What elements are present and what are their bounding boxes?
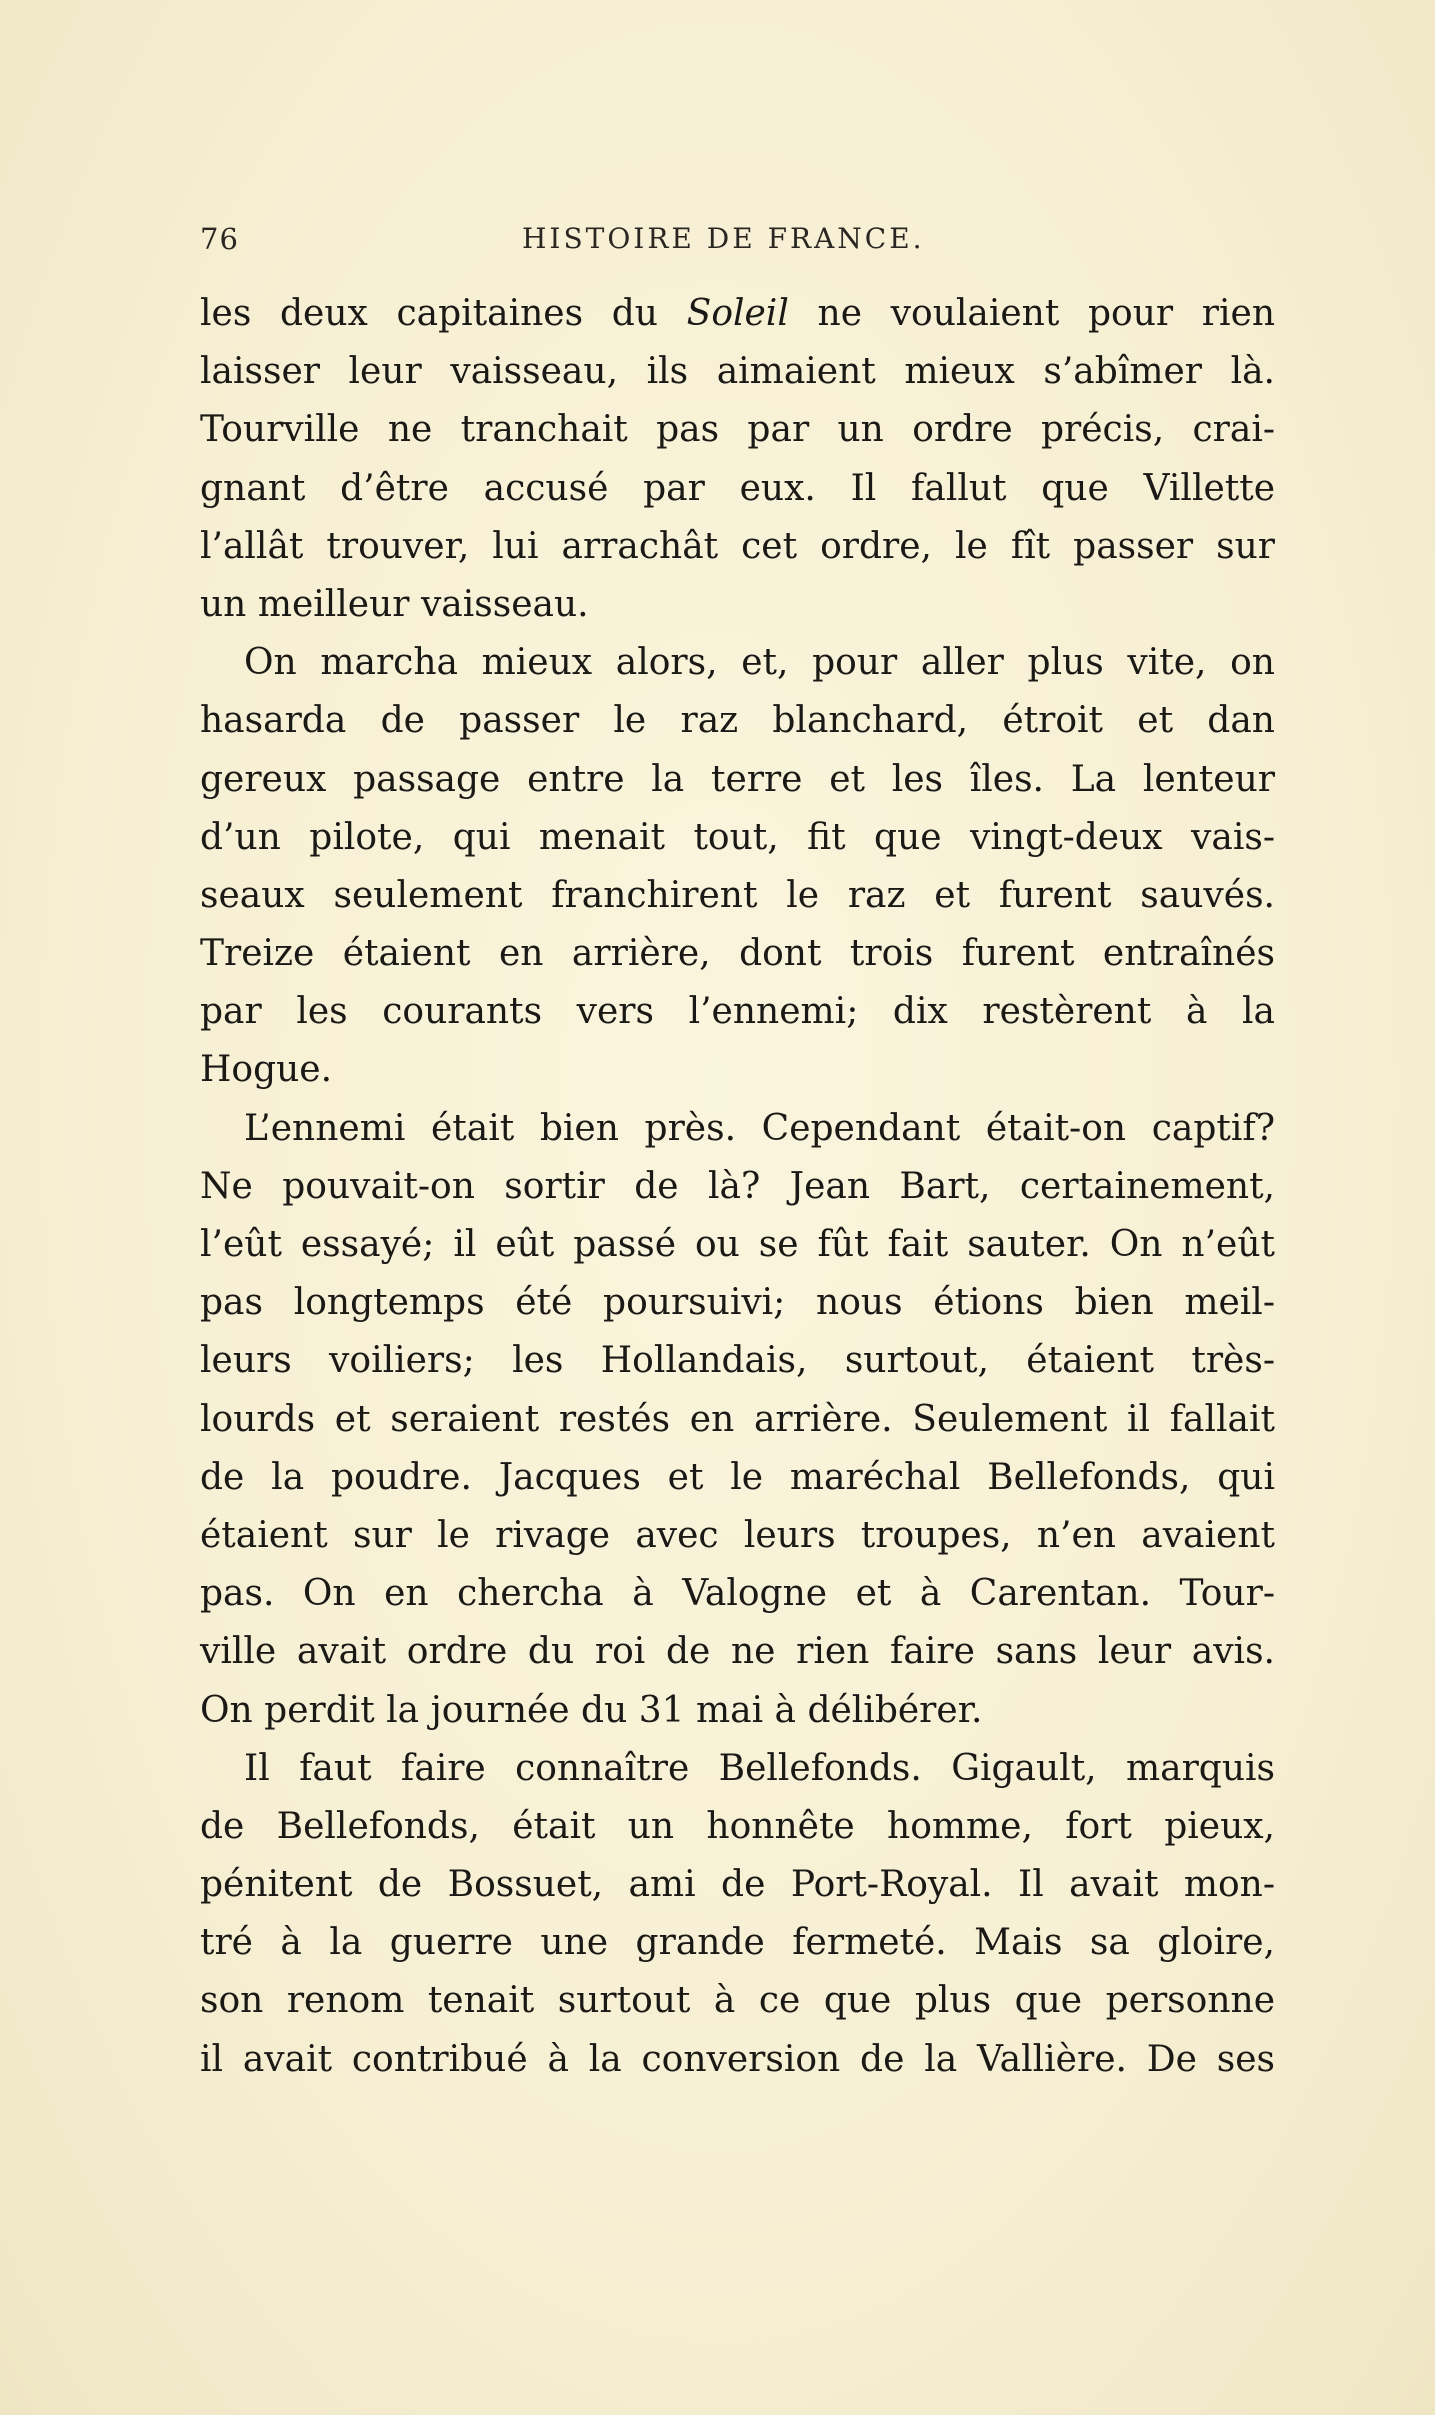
text-line: pas longtemps été poursuivi; nous étions bien meil- [200,1282,1275,1324]
text-line: pénitent de Bossuet, ami de Port-Royal. Il avait mon- [200,1864,1275,1906]
text-line: lourds et seraient restés en arrière. Seulement il fallait [200,1398,1275,1440]
page-number: 76 [200,222,239,256]
text-line: l’eût essayé; il eût passé ou se fût fait sauter. On n’eût [200,1224,1275,1265]
text-line: un meilleur vaisseau. [200,583,589,625]
text-line: leurs voiliers; les Hollandais, surtout, étaient très- [200,1340,1275,1382]
text-line: les deux capitaines du Soleil ne voulaient pour rien [200,293,1275,334]
text-line: gnant d’être accusé par eux. Il fallut que Villette [200,467,1275,509]
text-line: pas. On en chercha à Valogne et à Carentan. Tour- [200,1573,1275,1615]
text-line: d’un pilote, qui menait tout, fit que vingt-deux vais- [200,816,1275,858]
paragraph-start: Il faut faire connaître Bellefonds. Gigault, marquis [244,1747,1275,1789]
text-line: étaient sur le rivage avec leurs troupes, n’en avaient [200,1514,1275,1556]
running-title: HISTOIRE DE FRANCE. [522,222,925,255]
text-line: gereux passage entre la terre et les îles. La lenteur [200,758,1275,800]
paragraph-start: L’ennemi était bien près. Cependant était-on captif? [244,1107,1275,1149]
text-line: Tourville ne tranchait pas par un ordre précis, crai- [200,409,1275,451]
running-head [200,222,1275,262]
body-text [200,285,1275,2089]
text-line: Hogue. [200,1049,333,1091]
text-line: ville avait ordre du roi de ne rien faire sans leur avis. [200,1631,1275,1673]
text-line: de Bellefonds, était un honnête homme, fort pieux, [200,1805,1275,1847]
text-line: laisser leur vaisseau, ils aimaient mieux s’abîmer là. [200,351,1275,393]
paragraph-start: On marcha mieux alors, et, pour aller plus vite, on [244,642,1275,684]
text-line: son renom tenait surtout à ce que plus que personne [200,1980,1275,2022]
text-line: hasarda de passer le raz blanchard, étroit et dan [200,700,1275,742]
text-line: seaux seulement franchirent le raz et furent sauvés. [200,874,1275,916]
text-line: On perdit la journée du 31 mai à délibérer. [200,1689,983,1731]
text-line: il avait contribué à la conversion de la Vallière. De ses [200,2038,1275,2080]
text-line: l’allât trouver, lui arrachât cet ordre, le fît passer sur [200,525,1275,567]
text-line: tré à la guerre une grande fermeté. Mais sa gloire, [200,1922,1275,1964]
ship-name: Soleil [686,293,789,334]
text-line: de la poudre. Jacques et le maréchal Bellefonds, qui [200,1456,1275,1498]
text-line: Ne pouvait-on sortir de là? Jean Bart, certainement, [200,1165,1275,1207]
text-line: par les courants vers l’ennemi; dix restèrent à la [200,991,1275,1033]
text-line: Treize étaient en arrière, dont trois furent entraînés [200,933,1275,975]
